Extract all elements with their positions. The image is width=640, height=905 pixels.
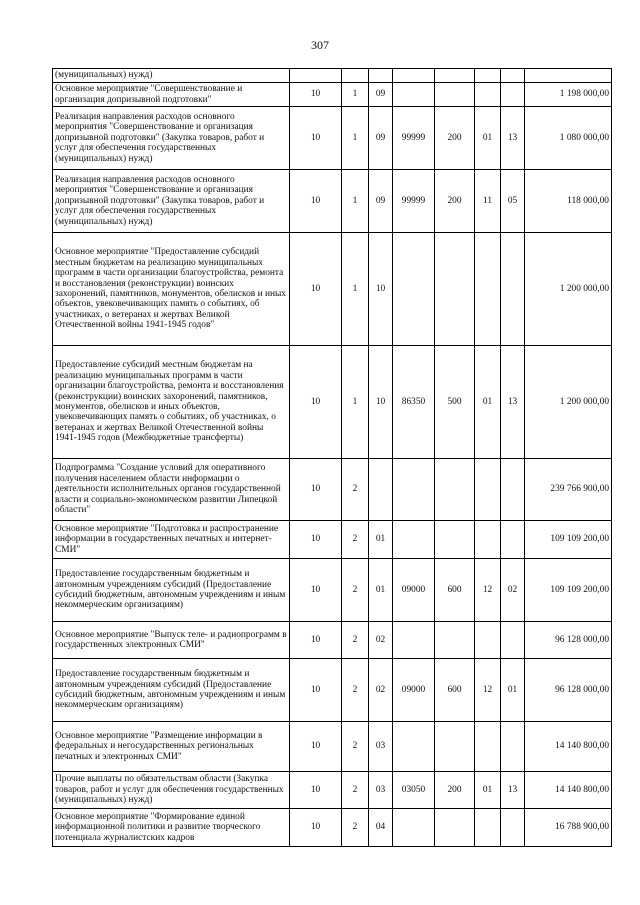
code-col-5: 200 <box>435 772 475 809</box>
code-col-6 <box>475 83 501 107</box>
code-col-3: 10 <box>369 233 393 346</box>
code-col-3: 09 <box>369 83 393 107</box>
amount-cell: 1 200 000,00 <box>525 233 612 346</box>
code-col-4: 09000 <box>393 659 435 722</box>
code-col-5 <box>435 622 475 659</box>
code-col-6 <box>475 521 501 559</box>
code-col-2: 2 <box>342 459 369 521</box>
code-col-6: 01 <box>475 346 501 459</box>
code-col-3: 04 <box>369 809 393 847</box>
code-col-7 <box>501 622 525 659</box>
code-col-2: 2 <box>342 559 369 622</box>
page-number: 307 <box>311 38 329 52</box>
code-col-2: 1 <box>342 83 369 107</box>
code-col-7: 13 <box>501 346 525 459</box>
row-name: Предоставление государственным бюджетным и автономным учреждениям субсидий (Предоставление субсидий бюджетным, автономным учреждениям и иным некоммерческим организациям) <box>53 559 290 622</box>
amount-cell: 109 109 200,00 <box>525 521 612 559</box>
code-col-4 <box>393 459 435 521</box>
code-col-1: 10 <box>290 346 342 459</box>
table-row <box>53 622 612 659</box>
code-col-1: 10 <box>290 107 342 170</box>
code-col-5: 500 <box>435 346 475 459</box>
code-col-6 <box>475 69 501 83</box>
row-name: Прочие выплаты по обязательствам области (Закупка товаров, работ и услуг для обеспечения государственных (муниципальных) нужд) <box>53 772 290 809</box>
code-col-4 <box>393 722 435 772</box>
amount-cell: 16 788 900,00 <box>525 809 612 847</box>
code-col-2: 2 <box>342 622 369 659</box>
table-row <box>53 559 612 622</box>
code-col-4 <box>393 622 435 659</box>
amount-cell: 118 000,00 <box>525 170 612 233</box>
code-col-3: 09 <box>369 170 393 233</box>
amount-cell: 1 198 000,00 <box>525 83 612 107</box>
table-row <box>53 459 612 521</box>
code-col-4: 99999 <box>393 107 435 170</box>
row-name: Основное мероприятие "Подготовка и распространение информации в государственных печатных и интернет-СМИ" <box>53 521 290 559</box>
code-col-4: 99999 <box>393 170 435 233</box>
code-col-6: 01 <box>475 772 501 809</box>
code-col-7 <box>501 521 525 559</box>
amount-cell: 96 128 000,00 <box>525 622 612 659</box>
code-col-6: 01 <box>475 107 501 170</box>
row-name: Основное мероприятие "Размещение информации в федеральных и негосударственных региональных печатных и электронных СМИ" <box>53 722 290 772</box>
code-col-3: 09 <box>369 107 393 170</box>
table-row <box>53 69 612 83</box>
code-col-5 <box>435 809 475 847</box>
table-row <box>53 233 612 346</box>
code-col-1: 10 <box>290 83 342 107</box>
code-col-1: 10 <box>290 809 342 847</box>
code-col-4: 03050 <box>393 772 435 809</box>
table-row <box>53 346 612 459</box>
code-col-3: 02 <box>369 659 393 722</box>
code-col-2: 1 <box>342 233 369 346</box>
row-name: Подпрограмма "Создание условий для оперативного получения населением области информации о деятельности исполнительных органов государственной власти и социально-экономическом развитии Липецкой области" <box>53 459 290 521</box>
code-col-5: 600 <box>435 559 475 622</box>
code-col-4 <box>393 69 435 83</box>
code-col-2: 2 <box>342 659 369 722</box>
code-col-3: 01 <box>369 521 393 559</box>
code-col-6: 12 <box>475 559 501 622</box>
table-body <box>53 69 612 847</box>
code-col-2 <box>342 69 369 83</box>
code-col-5 <box>435 233 475 346</box>
code-col-4 <box>393 809 435 847</box>
code-col-2: 2 <box>342 772 369 809</box>
code-col-7 <box>501 233 525 346</box>
code-col-6 <box>475 722 501 772</box>
code-col-6 <box>475 809 501 847</box>
code-col-3 <box>369 69 393 83</box>
table-row <box>53 809 612 847</box>
code-col-4 <box>393 233 435 346</box>
code-col-2: 1 <box>342 170 369 233</box>
code-col-4 <box>393 83 435 107</box>
code-col-1: 10 <box>290 170 342 233</box>
code-col-1 <box>290 69 342 83</box>
code-col-3: 03 <box>369 772 393 809</box>
code-col-7 <box>501 69 525 83</box>
code-col-1: 10 <box>290 622 342 659</box>
row-name: Основное мероприятие "Предоставление субсидий местным бюджетам на реализацию муниципальных программ в части организации благоустройства, ремонта и восстановления (реконструкции) воинских захоронений, памятников, монументов, обелисков и иных объектов, увековечивающих память о событиях, об участниках, о ветеранах и жертвах Великой Отечественной войны 1941-1945 годов" <box>53 233 290 346</box>
code-col-3: 10 <box>369 346 393 459</box>
code-col-2: 1 <box>342 346 369 459</box>
code-col-5 <box>435 69 475 83</box>
code-col-3: 02 <box>369 622 393 659</box>
code-col-5 <box>435 722 475 772</box>
amount-cell <box>525 69 612 83</box>
code-col-2: 2 <box>342 809 369 847</box>
code-col-3: 01 <box>369 559 393 622</box>
code-col-2: 1 <box>342 107 369 170</box>
amount-cell: 1 080 000,00 <box>525 107 612 170</box>
table-row <box>53 722 612 772</box>
code-col-7: 01 <box>501 659 525 722</box>
code-col-7: 13 <box>501 772 525 809</box>
code-col-1: 10 <box>290 559 342 622</box>
code-col-7: 02 <box>501 559 525 622</box>
row-name: Основное мероприятие "Выпуск теле- и радиопрограмм в государственных электронных СМИ" <box>53 622 290 659</box>
code-col-1: 10 <box>290 722 342 772</box>
code-col-7: 05 <box>501 170 525 233</box>
code-col-6 <box>475 459 501 521</box>
row-name: Основное мероприятие "Формирование единой информационной политики и развитие творческого потенциала журналистских кадров <box>53 809 290 847</box>
code-col-5: 200 <box>435 107 475 170</box>
code-col-7: 13 <box>501 107 525 170</box>
code-col-6 <box>475 233 501 346</box>
code-col-1: 10 <box>290 659 342 722</box>
code-col-5 <box>435 83 475 107</box>
code-col-5 <box>435 459 475 521</box>
amount-cell: 14 140 800,00 <box>525 772 612 809</box>
amount-cell: 14 140 800,00 <box>525 722 612 772</box>
row-name: (муниципальных) нужд) <box>53 69 290 83</box>
code-col-4 <box>393 521 435 559</box>
amount-cell: 239 766 900,00 <box>525 459 612 521</box>
table-row <box>53 521 612 559</box>
row-name: Реализация направления расходов основного мероприятия "Совершенствование и организация допризывной подготовки" (Закупка товаров, работ и услуг для обеспечения государственных (муниципальных) нужд) <box>53 107 290 170</box>
table-row <box>53 83 612 107</box>
code-col-5: 600 <box>435 659 475 722</box>
code-col-3: 03 <box>369 722 393 772</box>
code-col-2: 2 <box>342 521 369 559</box>
amount-cell: 96 128 000,00 <box>525 659 612 722</box>
code-col-6: 11 <box>475 170 501 233</box>
code-col-6: 12 <box>475 659 501 722</box>
row-name: Основное мероприятие "Совершенствование и организация допризывной подготовки" <box>53 83 290 107</box>
table-row <box>53 107 612 170</box>
code-col-3 <box>369 459 393 521</box>
code-col-7 <box>501 722 525 772</box>
code-col-1: 10 <box>290 459 342 521</box>
code-col-5: 200 <box>435 170 475 233</box>
budget-table <box>52 68 612 847</box>
table-row <box>53 170 612 233</box>
code-col-4: 09000 <box>393 559 435 622</box>
code-col-5 <box>435 521 475 559</box>
row-name: Предоставление государственным бюджетным и автономным учреждениям субсидий (Предоставление субсидий бюджетным, автономным учреждениям и иным некоммерческим организациям) <box>53 659 290 722</box>
table-row <box>53 659 612 722</box>
code-col-2: 2 <box>342 722 369 772</box>
row-name: Реализация направления расходов основного мероприятия "Совершенствование и организация допризывной подготовки" (Закупка товаров, работ и услуг для обеспечения государственных (муниципальных) нужд) <box>53 170 290 233</box>
code-col-7 <box>501 83 525 107</box>
code-col-4: 86350 <box>393 346 435 459</box>
code-col-6 <box>475 622 501 659</box>
code-col-1: 10 <box>290 772 342 809</box>
table-row <box>53 772 612 809</box>
amount-cell: 1 200 000,00 <box>525 346 612 459</box>
row-name: Предоставление субсидий местным бюджетам на реализацию муниципальных программ в части организации благоустройства, ремонта и восстановления (реконструкции) воинских захоронений, памятников, монументов, обелисков и иных объектов, увековечивающих память о событиях, об участниках, о ветеранах и жертвах Великой Отечественной войны 1941-1945 годов (Межбюджетные трансферты) <box>53 346 290 459</box>
code-col-1: 10 <box>290 233 342 346</box>
code-col-7 <box>501 459 525 521</box>
amount-cell: 109 109 200,00 <box>525 559 612 622</box>
code-col-7 <box>501 809 525 847</box>
code-col-1: 10 <box>290 521 342 559</box>
